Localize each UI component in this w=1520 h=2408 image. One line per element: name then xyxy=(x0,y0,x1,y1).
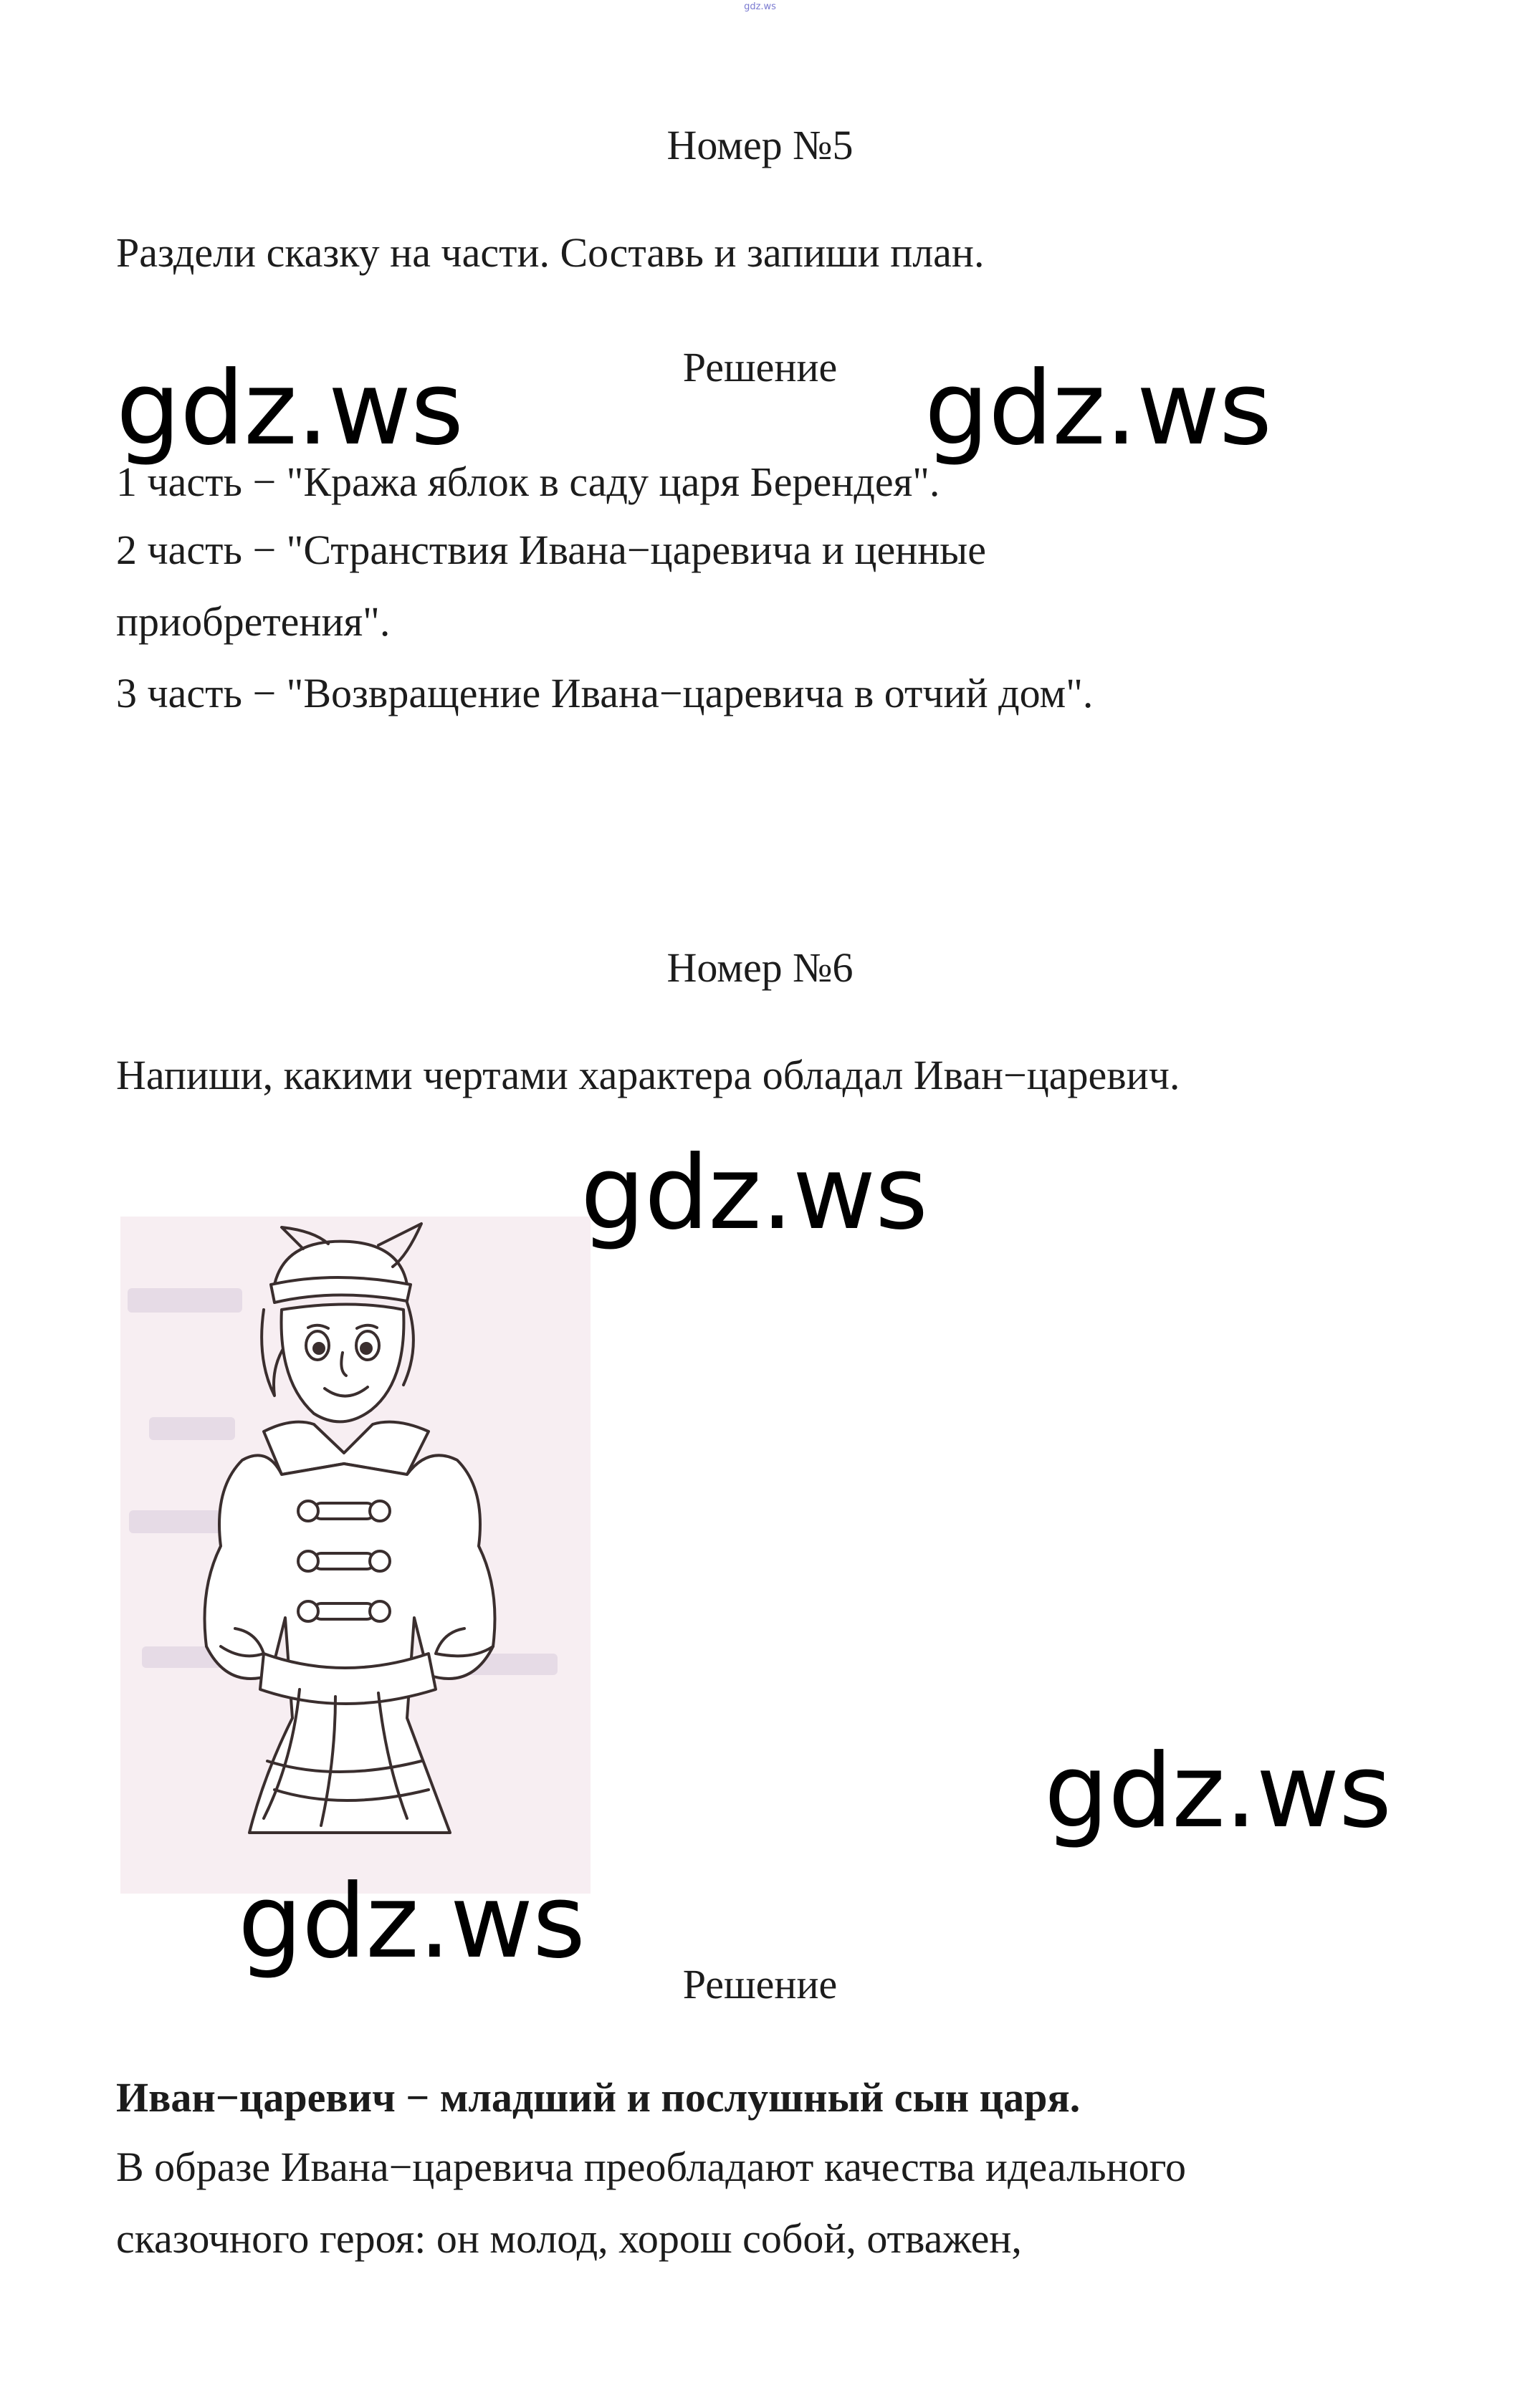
section5-solution-label: Решение xyxy=(682,344,838,390)
watermark: gdz.ws xyxy=(1044,1732,1392,1851)
section6-solution-label: Решение xyxy=(682,1961,838,2008)
section6-line: В образе Ивана−царевича преобладают качества идеального xyxy=(116,2144,1186,2190)
section5-line: 2 часть − "Странствия Ивана−царевича и ценные xyxy=(116,527,987,573)
section6-task: Напиши, какими чертами характера обладал Иван−царевич. xyxy=(116,1052,1180,1098)
section5-line: 3 часть − "Возвращение Ивана−царевича в отчий дом". xyxy=(116,670,1094,716)
watermark: gdz.ws xyxy=(116,350,464,468)
watermark: gdz.ws xyxy=(238,1863,585,1981)
section6-bold-line: Иван−царевич − младший и послушный сын царя. xyxy=(116,2074,1081,2121)
watermark: gdz.ws xyxy=(580,1134,928,1252)
section6-line: сказочного героя: он молод, хорош собой, отважен, xyxy=(116,2215,1022,2262)
section5-line: 1 часть − "Кража яблок в саду царя Берендея". xyxy=(116,459,940,505)
section5-line: приобретения". xyxy=(116,598,391,645)
section6-title: Номер №6 xyxy=(666,944,854,991)
section5-task: Раздели сказку на части. Составь и запиши план. xyxy=(116,229,985,276)
header-mark: gdz.ws xyxy=(744,1,776,12)
section5-title: Номер №5 xyxy=(666,122,854,168)
prince-ivan-illustration xyxy=(120,1217,591,1894)
watermark: gdz.ws xyxy=(924,350,1272,468)
